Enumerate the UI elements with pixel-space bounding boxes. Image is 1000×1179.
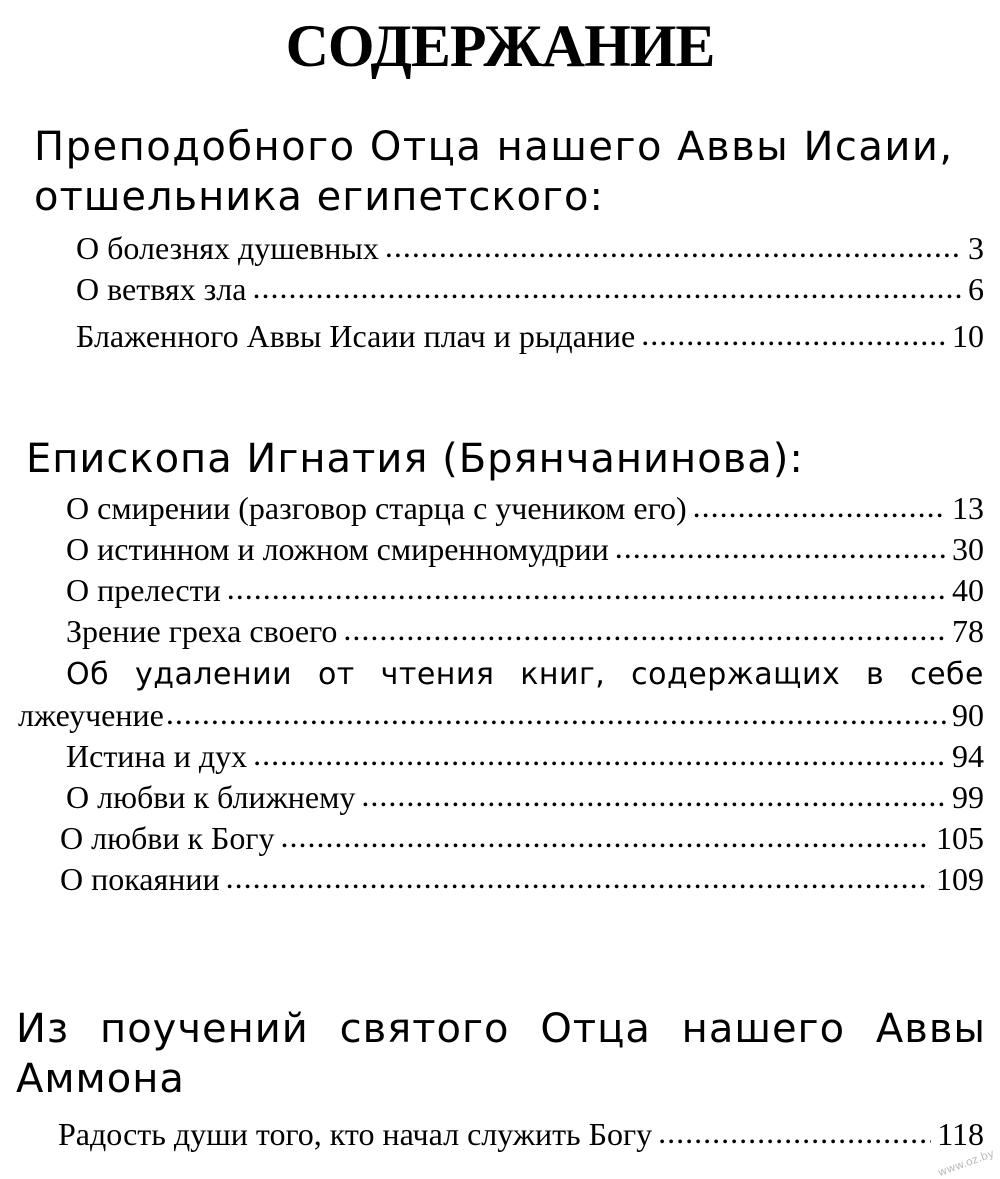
- watermark: www.oz.by: [936, 1146, 996, 1179]
- section-ignatius: [0, 434, 1000, 900]
- toc-entry[interactable]: [76, 316, 984, 357]
- leader-dots: [343, 609, 946, 650]
- leader-dots: [281, 816, 930, 857]
- toc-entry-page: 118: [937, 1116, 984, 1152]
- leader-dots: [227, 568, 946, 609]
- toc-entry[interactable]: [58, 1114, 984, 1155]
- toc-entry-title: Блаженного Аввы Исаии плач и рыдание: [76, 318, 636, 354]
- section-heading-cont: Аммона: [16, 1056, 185, 1102]
- leader-dots: [253, 734, 946, 775]
- toc-entry-title: О ветвях зла: [76, 271, 247, 307]
- leader-dots: [641, 314, 946, 355]
- section-heading: Из поучений святого Отца нашего Аввы: [16, 1006, 986, 1052]
- toc-list: [0, 228, 1000, 357]
- leader-dots: [615, 527, 946, 568]
- toc-entry[interactable]: [0, 859, 984, 900]
- leader-dots: [385, 226, 962, 267]
- toc-entry-page: 3: [968, 230, 984, 266]
- toc-entry[interactable]: [0, 818, 984, 859]
- toc-entry-title: Истина и дух: [66, 738, 248, 774]
- toc-entry[interactable]: [76, 228, 984, 269]
- leader-dots: [361, 775, 946, 816]
- toc-entry-wrapped[interactable]: [0, 654, 984, 736]
- toc-list: [0, 1114, 1000, 1155]
- toc-entry-title: О смирении (разговор старца с учеником его): [66, 490, 687, 526]
- leader-dots: [658, 1112, 931, 1153]
- toc-entry-title: О любви к ближнему: [66, 779, 356, 815]
- toc-entry[interactable]: [0, 488, 984, 529]
- section-isaiah: [0, 122, 1000, 357]
- leader-dots: [693, 486, 946, 527]
- toc-entry-title: О прелести: [66, 572, 221, 608]
- leader-dots: [252, 267, 962, 308]
- toc-entry[interactable]: [0, 611, 984, 652]
- toc-entry-title: О истинном и ложном смиренномудрии: [66, 531, 609, 567]
- section-heading: Преподобного Отца нашего Аввы Исаии,: [34, 124, 954, 170]
- toc-entry[interactable]: [76, 269, 984, 310]
- toc-entry-title: О любви к Богу: [60, 820, 275, 856]
- toc-entry-title: О покаянии: [60, 861, 220, 897]
- section-heading-cont: отшельника египетского:: [34, 174, 604, 220]
- toc-entry-title: О болезнях душевных: [76, 230, 379, 266]
- toc-entry-title-cont: лжеучение: [18, 697, 164, 733]
- toc-entry-page: 99: [952, 779, 984, 815]
- toc-entry[interactable]: [0, 529, 984, 570]
- toc-entry[interactable]: [0, 570, 984, 611]
- toc-entry-title: Об удалении от чтения книг, содержащих в себе: [66, 657, 984, 692]
- toc-entry[interactable]: [0, 777, 984, 818]
- section-heading: Епископа Игнатия (Брянчанинова):: [26, 436, 804, 482]
- page-title: СОДЕРЖАНИЕ: [285, 13, 715, 79]
- toc-list: [0, 488, 1000, 900]
- toc-entry-page: 10: [952, 318, 984, 354]
- toc-entry[interactable]: [0, 736, 984, 777]
- toc-entry-page: 40: [952, 572, 984, 608]
- toc-entry-page: 13: [952, 490, 984, 526]
- toc-entry-page: 109: [936, 861, 984, 897]
- toc-entry-page: 105: [936, 820, 984, 856]
- toc-entry-page: 6: [968, 271, 984, 307]
- toc-entry-page: 94: [952, 738, 984, 774]
- toc-entry-page: 90: [952, 697, 984, 733]
- section-ammon: [0, 1004, 1000, 1155]
- toc-entry-title: Радость души того, кто начал служить Богу: [58, 1116, 653, 1152]
- toc-entry-page: 30: [952, 531, 984, 567]
- leader-dots: [166, 693, 946, 734]
- toc-entry-title: Зрение греха своего: [66, 613, 338, 649]
- leader-dots: [226, 857, 930, 898]
- toc-entry-page: 78: [952, 613, 984, 649]
